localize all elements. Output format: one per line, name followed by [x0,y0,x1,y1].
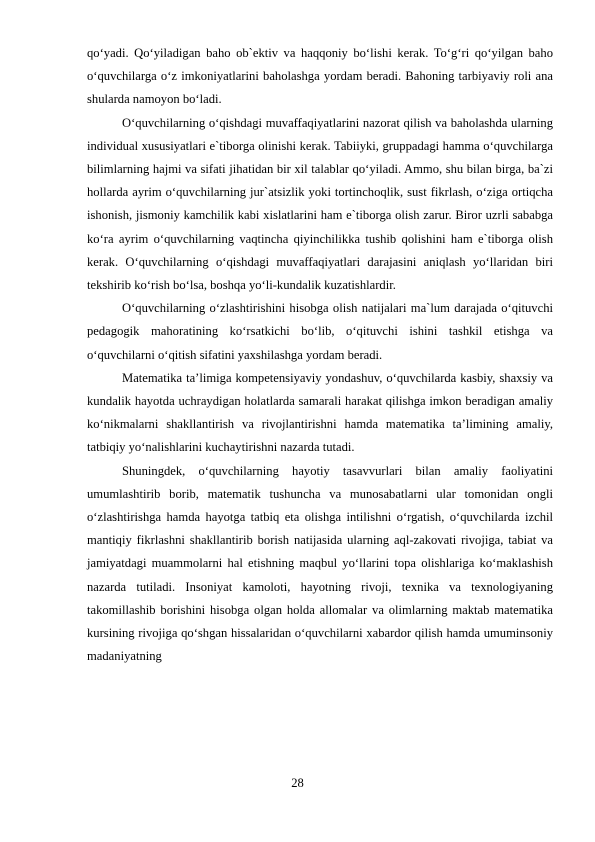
document-page [87,42,553,668]
paragraph-5: Shuningdek, o‘quvchilarning hayotiy tasavvurlari bilan amaliy faoliyatini umumlashtirib borib, matematik tushuncha va munosabatlarni ular tomonidan ongli o‘zlashtirishga hamda hayotga tatbiq eta olishga intilishni o‘rgatish, o‘quvchilarda izchil mantiqiy fikrlashni shakllantirib borish natijasida ularning aql-zakovati rivojiga, tabiat va jamiyatdagi muammolarni hal etishning maqbul yo‘llarini topa olishlariga ko‘maklashish nazarda tutiladi. Insoniyat kamoloti, hayotning rivoji, texnika va texnologiyaning takomillashib borishini hisobga olgan holda allomalar va olimlarning maktab matematika kursining rivojiga qo‘shgan hissalaridan o‘quvchilarni xabardor qilish hamda umuminsoniy madaniyatning [87,463,553,664]
paragraph-4: Matematika ta’limiga kompetensiyaviy yondashuv, o‘quvchilarda kasbiy, shaxsiy va kundalik hayotda uchraydigan holatlarda samarali harakat qilishga imkon beradigan amaliy ko‘nikmalarni shakllantirish va rivojlantirishni hamda matematika ta’limining amaliy, tatbiqiy yo‘nalishlarini kuchaytirishni nazarda tutadi. [87,370,553,455]
paragraph-3: O‘quvchilarning o‘zlashtirishini hisobga olish natijalari ma`lum darajada o‘qituvchi pedagogik mahoratining ko‘rsatkichi bo‘lib, o‘qituvchi ishini tashkil etishga va o‘quvchilarni o‘qitish sifatini yaxshilashga yordam beradi. [87,301,553,362]
paragraph-1: qo‘yadi. Qo‘yiladigan baho ob`ektiv va haqqoniy bo‘lishi kerak. To‘g‘ri qo‘yilgan baho o‘quvchilarga o‘z imkoniyatlarini baholashga yordam beradi. Bahoning tarbiyaviy roli ana shularda namoyon bo‘ladi. [87,46,553,107]
page-number: 28 [291,776,304,790]
paragraph-2: O‘quvchilarning o‘qishdagi muvaffaqiyatlarini nazorat qilish va baholashda ularning individual xususiyatlari e`tiborga olinishi kerak. Tabiiyki, gruppadagi hamma o‘quvchilarga bilimlarning hajmi va sifati jihatidan bir xil talablar qo‘yiladi. Ammo, shu bilan birga, ba`zi hollarda ayrim o‘quvchilarning jur`atsizlik yoki tortinchoqlik, sust fikrlash, o‘ziga ortiqcha ishonish, jismoniy kamchilik kabi xislatlarini ham e`tiborga olish zarur. Biror uzrli sababga ko‘ra ayrim o‘quvchilarning vaqtincha qiyinchilikka tushib qolishini ham e`tiborga olish kerak. O‘quvchilarning o‘qishdagi muvaffaqiyatlari darajasini aniqlash yo‘llaridan biri tekshirib ko‘rish bo‘lsa, boshqa yo‘li-kundalik kuzatishlardir. [87,115,553,293]
